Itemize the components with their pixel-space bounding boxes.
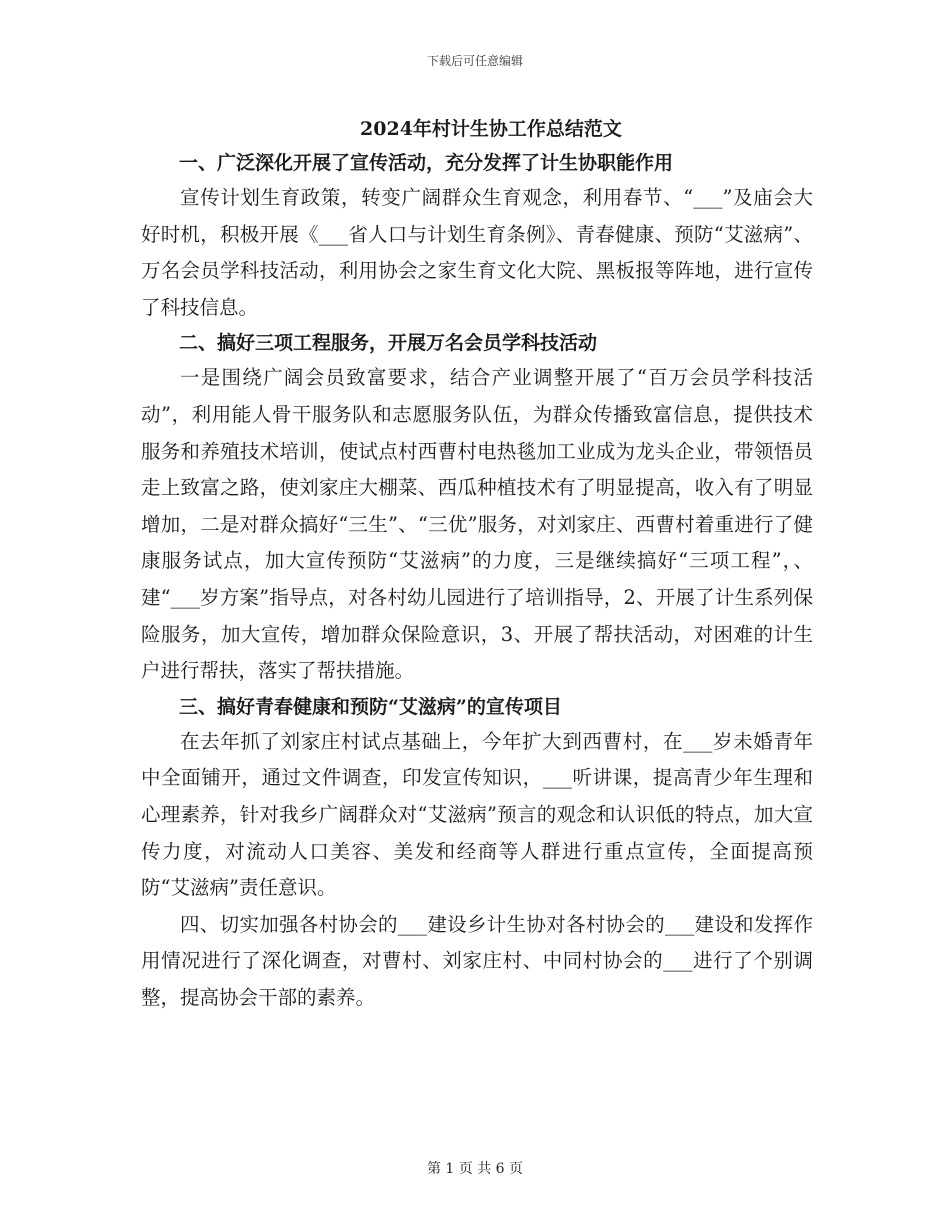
section-2-heading: 二、搞好三项工程服务，开展万名会员学科技活动: [179, 332, 598, 355]
section-4-paragraph: 四、切实加强各村协会的___建设乡计生协对各村协会的___建设和发挥作用情况进行了深化调查，对曹村、刘家庄村、中同村协会的___进行了个别调整，提高协会干部的素养。: [141, 912, 813, 1009]
section-1-heading: 一、广泛深化开展了宣传活动，充分发挥了计生协职能作用: [179, 152, 674, 174]
page-footer: 第 1 页 共 6 页: [426, 1161, 524, 1177]
section-1-paragraph: 宣传计划生育政策，转变广阔群众生育观念，利用春节、“___”及庙会大好时机，积极开展《___省人口与计划生育条例》、青春健康、预防“艾滋病”、万名会员学科技活动，利用协会之家生育文化大院、黑板报等阵地，进行宣传了科技信息。: [141, 186, 813, 319]
section-3-heading: 三、搞好青春健康和预防“艾滋病”的宣传项目: [179, 695, 562, 718]
document-body: [141, 112, 813, 1016]
section-2-paragraph: 一是围绕广阔会员致富要求，结合产业调整开展了“百万会员学科技活动”，利用能人骨干服务队和志愿服务队伍，为群众传播致富信息，提供技术服务和养殖技术培训，使试点村西曹村电热毯加工业成为龙头企业，带领悟员走上致富之路，使刘家庄大棚菜、西瓜种植技术有了明显提高，收入有了明显增加，二是对群众搞好“三生”、“三优”服务，对刘家庄、西曹村着重进行了健康服务试点，加大宣传预防“艾滋病”的力度，三是继续搞好“三项工程”，、建“___岁方案”指导点，对各村幼儿园进行了培训指导，2、开展了计生系列保险服务，加大宣传，增加群众保险意识，3、开展了帮扶活动，对困难的计生户进行帮扶，落实了帮扶措施。: [141, 366, 813, 683]
header-note: 下载后可任意编辑: [426, 54, 523, 68]
section-3-paragraph: 在去年抓了刘家庄村试点基础上，今年扩大到西曹村，在___岁未婚青年中全面铺开，通过文件调查，印发宣传知识，___听讲课，提高青少年生理和心理素养，针对我乡广阔群众对“艾滋病”预言的观念和认识低的特点，加大宣传力度，对流动人口美容、美发和经商等人群进行重点宣传，全面提高预防“艾滋病”责任意识。: [141, 729, 813, 900]
document-title: 2024年村计生协工作总结范文: [360, 118, 622, 140]
